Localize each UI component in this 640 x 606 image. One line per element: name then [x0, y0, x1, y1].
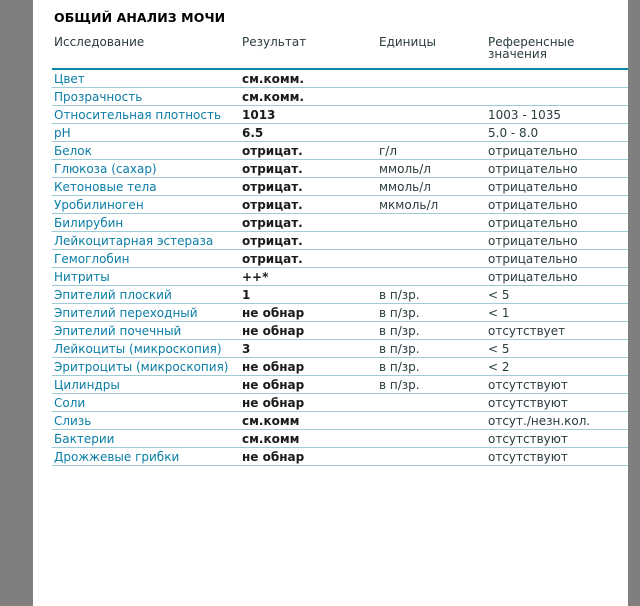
- header-reference: Референсные значения: [486, 33, 628, 69]
- units-value: [377, 394, 486, 412]
- units-value: в п/зр.: [377, 376, 486, 394]
- test-name: Белок: [52, 142, 240, 160]
- reference-value: отрицательно: [486, 232, 628, 250]
- test-name: Эпителий почечный: [52, 322, 240, 340]
- result-value: не обнар: [240, 394, 377, 412]
- table-row: [52, 160, 628, 178]
- result-value: см.комм: [240, 412, 377, 430]
- units-value: [377, 232, 486, 250]
- reference-value: отрицательно: [486, 268, 628, 286]
- reference-value: < 2: [486, 358, 628, 376]
- reference-value: отсутствуют: [486, 448, 628, 466]
- result-value: отрицат.: [240, 250, 377, 268]
- table-row: [52, 412, 628, 430]
- table-row: [52, 88, 628, 106]
- table-row: [52, 196, 628, 214]
- result-value: 6.5: [240, 124, 377, 142]
- test-name: Глюкоза (сахар): [52, 160, 240, 178]
- left-gray-margin: [0, 0, 33, 606]
- report-title: ОБЩИЙ АНАЛИЗ МОЧИ: [54, 10, 226, 25]
- units-value: [377, 448, 486, 466]
- table-row: [52, 358, 628, 376]
- result-value: не обнар: [240, 376, 377, 394]
- result-value: отрицат.: [240, 196, 377, 214]
- units-value: [377, 412, 486, 430]
- result-value: отрицат.: [240, 232, 377, 250]
- reference-value: отсутствуют: [486, 430, 628, 448]
- result-value: не обнар: [240, 322, 377, 340]
- test-name: Слизь: [52, 412, 240, 430]
- table-row: [52, 142, 628, 160]
- reference-value: отсутствуют: [486, 376, 628, 394]
- units-value: в п/зр.: [377, 340, 486, 358]
- test-name: Соли: [52, 394, 240, 412]
- units-value: в п/зр.: [377, 358, 486, 376]
- reference-value: отрицательно: [486, 196, 628, 214]
- reference-value: отрицательно: [486, 214, 628, 232]
- units-value: ммоль/л: [377, 160, 486, 178]
- test-name: Эпителий переходный: [52, 304, 240, 322]
- header-test: Исследование: [52, 33, 240, 69]
- test-name: pH: [52, 124, 240, 142]
- result-value: 3: [240, 340, 377, 358]
- reference-value: отсут./незн.кол.: [486, 412, 628, 430]
- result-value: см.комм.: [240, 69, 377, 88]
- units-value: [377, 268, 486, 286]
- result-value: отрицат.: [240, 178, 377, 196]
- reference-value: отрицательно: [486, 142, 628, 160]
- test-name: Цилиндры: [52, 376, 240, 394]
- result-value: не обнар: [240, 448, 377, 466]
- reference-value: отсутствуют: [486, 394, 628, 412]
- reference-value: < 1: [486, 304, 628, 322]
- result-value: не обнар: [240, 358, 377, 376]
- test-name: Лейкоциты (микроскопия): [52, 340, 240, 358]
- test-name: Кетоновые тела: [52, 178, 240, 196]
- table-row: [52, 448, 628, 466]
- table-row: [52, 340, 628, 358]
- result-value: см.комм: [240, 430, 377, 448]
- table-row: [52, 394, 628, 412]
- table-row: [52, 232, 628, 250]
- reference-value: [486, 88, 628, 106]
- table-row: [52, 69, 628, 88]
- units-value: [377, 430, 486, 448]
- table-row: [52, 268, 628, 286]
- test-name: Уробилиноген: [52, 196, 240, 214]
- table-row: [52, 376, 628, 394]
- units-value: в п/зр.: [377, 304, 486, 322]
- table-row: [52, 214, 628, 232]
- units-value: [377, 106, 486, 124]
- units-value: г/л: [377, 142, 486, 160]
- result-value: 1: [240, 286, 377, 304]
- result-value: отрицат.: [240, 142, 377, 160]
- table-row: [52, 304, 628, 322]
- result-value: ++*: [240, 268, 377, 286]
- report-sheet: [33, 0, 628, 606]
- test-name: Эритроциты (микроскопия): [52, 358, 240, 376]
- test-name: Бактерии: [52, 430, 240, 448]
- table-header-row: [52, 33, 628, 69]
- units-value: в п/зр.: [377, 286, 486, 304]
- test-name: Нитриты: [52, 268, 240, 286]
- units-value: [377, 69, 486, 88]
- units-value: [377, 88, 486, 106]
- test-name: Прозрачность: [52, 88, 240, 106]
- units-value: [377, 250, 486, 268]
- reference-value: отрицательно: [486, 250, 628, 268]
- reference-value: отрицательно: [486, 160, 628, 178]
- test-name: Цвет: [52, 69, 240, 88]
- table-row: [52, 286, 628, 304]
- result-value: не обнар: [240, 304, 377, 322]
- test-name: Билирубин: [52, 214, 240, 232]
- units-value: мкмоль/л: [377, 196, 486, 214]
- header-units: Единицы: [377, 33, 486, 69]
- reference-value: < 5: [486, 286, 628, 304]
- reference-value: [486, 69, 628, 88]
- result-value: 1013: [240, 106, 377, 124]
- units-value: [377, 124, 486, 142]
- result-value: отрицат.: [240, 160, 377, 178]
- reference-value: отрицательно: [486, 178, 628, 196]
- test-name: Эпителий плоский: [52, 286, 240, 304]
- reference-value: < 5: [486, 340, 628, 358]
- urinalysis-table: [52, 33, 628, 466]
- reference-value: 5.0 - 8.0: [486, 124, 628, 142]
- test-name: Гемоглобин: [52, 250, 240, 268]
- right-gray-margin: [628, 0, 640, 606]
- test-name: Относительная плотность: [52, 106, 240, 124]
- table-row: [52, 250, 628, 268]
- table-row: [52, 430, 628, 448]
- units-value: в п/зр.: [377, 322, 486, 340]
- reference-value: отсутствует: [486, 322, 628, 340]
- table-row: [52, 322, 628, 340]
- result-value: см.комм.: [240, 88, 377, 106]
- units-value: ммоль/л: [377, 178, 486, 196]
- table-row: [52, 106, 628, 124]
- test-name: Дрожжевые грибки: [52, 448, 240, 466]
- table-row: [52, 124, 628, 142]
- result-value: отрицат.: [240, 214, 377, 232]
- header-result: Результат: [240, 33, 377, 69]
- reference-value: 1003 - 1035: [486, 106, 628, 124]
- units-value: [377, 214, 486, 232]
- test-name: Лейкоцитарная эстераза: [52, 232, 240, 250]
- table-row: [52, 178, 628, 196]
